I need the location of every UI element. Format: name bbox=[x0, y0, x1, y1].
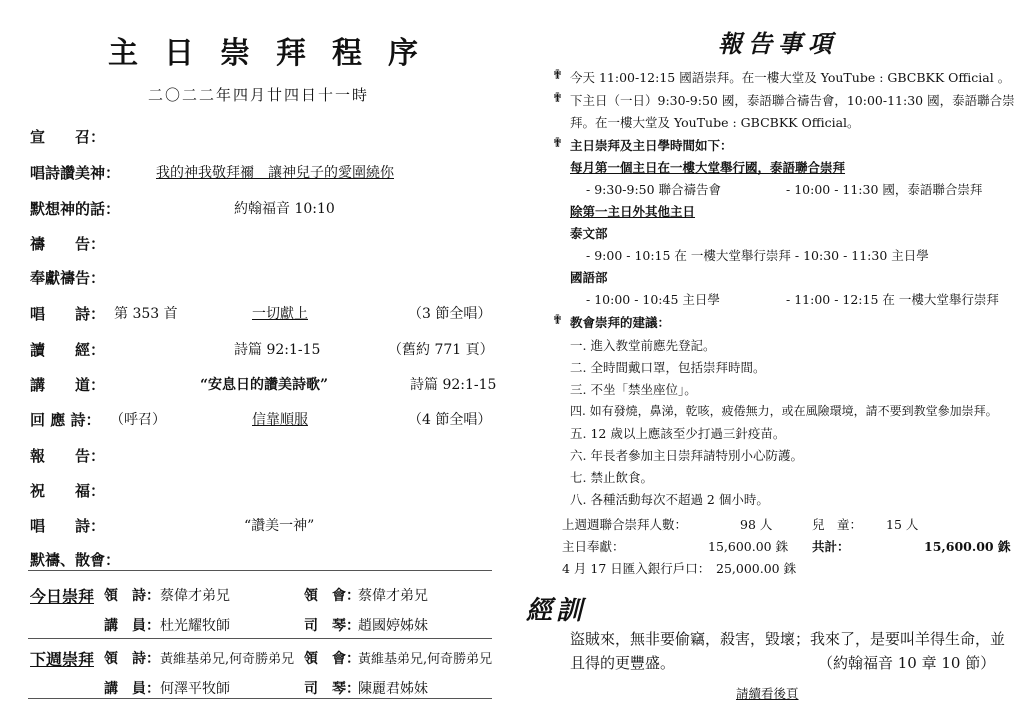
next-presider: 黃維基弟兄,何奇勝弟兄 bbox=[358, 652, 493, 667]
announcements-title: 報告事項 bbox=[718, 29, 838, 58]
order-prayer-label: 禱 告： bbox=[30, 235, 106, 253]
advice-item: 六. 年長者參加主日崇拜請特別小心防護。 bbox=[570, 448, 803, 463]
order-hymn-note: （3 節全唱） bbox=[408, 306, 492, 322]
schedule-thai-times: - 9:00 - 10:15 在 一樓大堂舉行崇拜 - 10:30 - 11:30 主日學 bbox=[586, 248, 929, 263]
order-reading-page: （舊約 771 頁） bbox=[388, 342, 494, 358]
schedule-thai-dept: 泰文部 bbox=[570, 226, 608, 241]
cross-icon: ✟ bbox=[552, 136, 563, 151]
divider-top bbox=[28, 570, 492, 571]
schedule-first-prayer: - 9:30-9:50 聯合禱告會 bbox=[586, 182, 722, 197]
order-response-title: 信靠順服 bbox=[252, 412, 308, 428]
next-worship-leader: 黃維基弟兄,何奇勝弟兄 bbox=[160, 652, 295, 667]
total-value: 15,600.00 銖 bbox=[924, 539, 1011, 554]
divider-bottom bbox=[28, 698, 492, 699]
today-worship-leader: 蔡偉才弟兄 bbox=[160, 588, 230, 604]
announcement-schedule-title: 主日崇拜及主日學時間如下： bbox=[570, 138, 733, 153]
order-meditation-ref: 約翰福音 10:10 bbox=[234, 201, 335, 217]
order-sermon-ref: 詩篇 92:1-15 bbox=[410, 377, 497, 393]
order-response-verses: （4 節全唱） bbox=[408, 412, 492, 428]
order-meditation-label: 默想神的話： bbox=[30, 200, 121, 218]
advice-item: 五. 12 歲以上應該至少打過三針疫苗。 bbox=[570, 426, 786, 441]
advice-item: 一. 進入教堂前應先登記。 bbox=[570, 338, 716, 353]
next-worship-label: 領 詩： bbox=[104, 651, 160, 667]
today-presider: 蔡偉才弟兄 bbox=[358, 588, 428, 604]
order-response-note: （呼召） bbox=[110, 412, 166, 428]
next-presider-label: 領 會： bbox=[304, 651, 360, 667]
today-pianist-label: 司 琴： bbox=[304, 618, 360, 634]
children-label: 兒 童： bbox=[812, 517, 863, 532]
next-pianist: 陳麗君姊妹 bbox=[358, 681, 428, 697]
order-reading-ref: 詩篇 92:1-15 bbox=[234, 342, 321, 358]
order-dismissal-label: 默禱、散會： bbox=[30, 551, 121, 569]
announcement-today: 今天 11:00-12:15 國語崇拜。在一樓大堂及 YouTube : GBCBKK Official 。 bbox=[570, 70, 1011, 85]
order-sermon-label: 講 道： bbox=[30, 376, 106, 394]
today-pianist: 趙國婷姊妹 bbox=[358, 618, 428, 634]
announcement-next-week: 下主日（一日）9:30-9:50 國，泰語聯合禱告會，10:00-11:30 國，泰語聯合崇 bbox=[570, 93, 1015, 108]
next-speaker-label: 講 員： bbox=[104, 681, 160, 697]
attendance-value: 98 人 bbox=[740, 517, 773, 532]
schedule-first-sunday: 每月第一個主日在一樓大堂舉行國，泰語聯合崇拜 bbox=[570, 160, 846, 175]
order-closing-hymn-label: 唱 詩： bbox=[30, 517, 106, 535]
schedule-mandarin-dept: 國語部 bbox=[570, 270, 608, 285]
verse-line-2: 且得的更豐盛。 bbox=[570, 654, 676, 672]
verse-line-1: 盜賊來，無非要偷竊，殺害，毀壞；我來了，是要叫羊得生命，並 bbox=[570, 630, 1006, 648]
page-title: 主日崇拜程序 bbox=[108, 36, 444, 71]
order-offering-label: 奉獻禱告： bbox=[30, 269, 106, 287]
next-heading: 下週崇拜 bbox=[30, 650, 95, 669]
schedule-mandarin-worship: - 11:00 - 12:15 在 一樓大堂舉行崇拜 bbox=[786, 292, 999, 307]
service-date: 二〇二二年四月廿四日十一時 bbox=[148, 86, 370, 104]
divider-mid bbox=[28, 638, 492, 639]
schedule-other-sundays: 除第一主日外其他主日 bbox=[570, 204, 696, 219]
order-praise-songs: 我的神我敬拜禰 讓神兒子的愛圍繞你 bbox=[156, 165, 394, 181]
order-announce-label: 報 告： bbox=[30, 447, 106, 465]
total-label: 共計： bbox=[812, 539, 850, 554]
continue-link[interactable]: 請續看後頁 bbox=[736, 686, 799, 701]
today-worship-label: 領 詩： bbox=[104, 588, 160, 604]
next-pianist-label: 司 琴： bbox=[304, 681, 360, 697]
announcement-next-week-cont: 拜。在一樓大堂及 YouTube : GBCBKK Official。 bbox=[570, 115, 860, 130]
order-praise-label: 唱詩讚美神： bbox=[30, 164, 121, 182]
offering-label: 主日奉獻： bbox=[562, 539, 625, 554]
schedule-mandarin-sunday-school: - 10:00 - 10:45 主日學 bbox=[586, 292, 720, 307]
today-presider-label: 領 會： bbox=[304, 588, 360, 604]
advice-item: 七. 禁止飲食。 bbox=[570, 470, 653, 485]
children-value: 15 人 bbox=[886, 517, 919, 532]
order-hymn-number: 第 353 首 bbox=[114, 306, 178, 322]
order-blessing-label: 祝 福： bbox=[30, 482, 106, 500]
cross-icon: ✟ bbox=[552, 68, 563, 83]
order-call-label: 宣 召： bbox=[30, 128, 106, 146]
cross-icon: ✟ bbox=[552, 91, 563, 106]
order-hymn-label: 唱 詩： bbox=[30, 305, 106, 323]
order-hymn-title: 一切獻上 bbox=[252, 306, 308, 322]
attendance-label: 上週週聯合崇拜人數： bbox=[562, 517, 688, 532]
advice-title: 教會崇拜的建議： bbox=[570, 315, 671, 330]
advice-item: 四. 如有發燒，鼻涕，乾咳，疲倦無力，或在風險環境，請不要到教堂參加崇拜。 bbox=[570, 404, 998, 418]
order-reading-label: 讀 經： bbox=[30, 341, 106, 359]
today-heading: 今日崇拜 bbox=[30, 587, 95, 606]
offering-value: 15,600.00 銖 bbox=[708, 539, 789, 554]
verse-title: 經訓 bbox=[526, 596, 587, 626]
advice-item: 三. 不坐「禁坐座位」。 bbox=[570, 382, 697, 397]
order-closing-hymn-title: “讚美一神” bbox=[244, 518, 315, 534]
advice-item: 二. 全時間戴口罩，包括崇拜時間。 bbox=[570, 360, 766, 375]
order-sermon-title: “安息日的讚美詩歌” bbox=[200, 377, 329, 393]
order-response-label: 回 應 詩： bbox=[30, 411, 101, 429]
advice-item: 八. 各種活動每次不超過 2 個小時。 bbox=[570, 492, 769, 507]
next-speaker: 何澤平牧師 bbox=[160, 681, 230, 697]
verse-reference: （約翰福音 10 章 10 節） bbox=[818, 654, 996, 672]
cross-icon: ✟ bbox=[552, 313, 563, 328]
schedule-first-worship: - 10:00 - 11:30 國，泰語聯合崇拜 bbox=[786, 182, 983, 197]
today-speaker: 杜光耀牧師 bbox=[160, 618, 230, 634]
bank-label: 4 月 17 日匯入銀行戶口： bbox=[562, 561, 711, 576]
bank-value: 25,000.00 銖 bbox=[716, 561, 797, 576]
today-speaker-label: 講 員： bbox=[104, 618, 160, 634]
